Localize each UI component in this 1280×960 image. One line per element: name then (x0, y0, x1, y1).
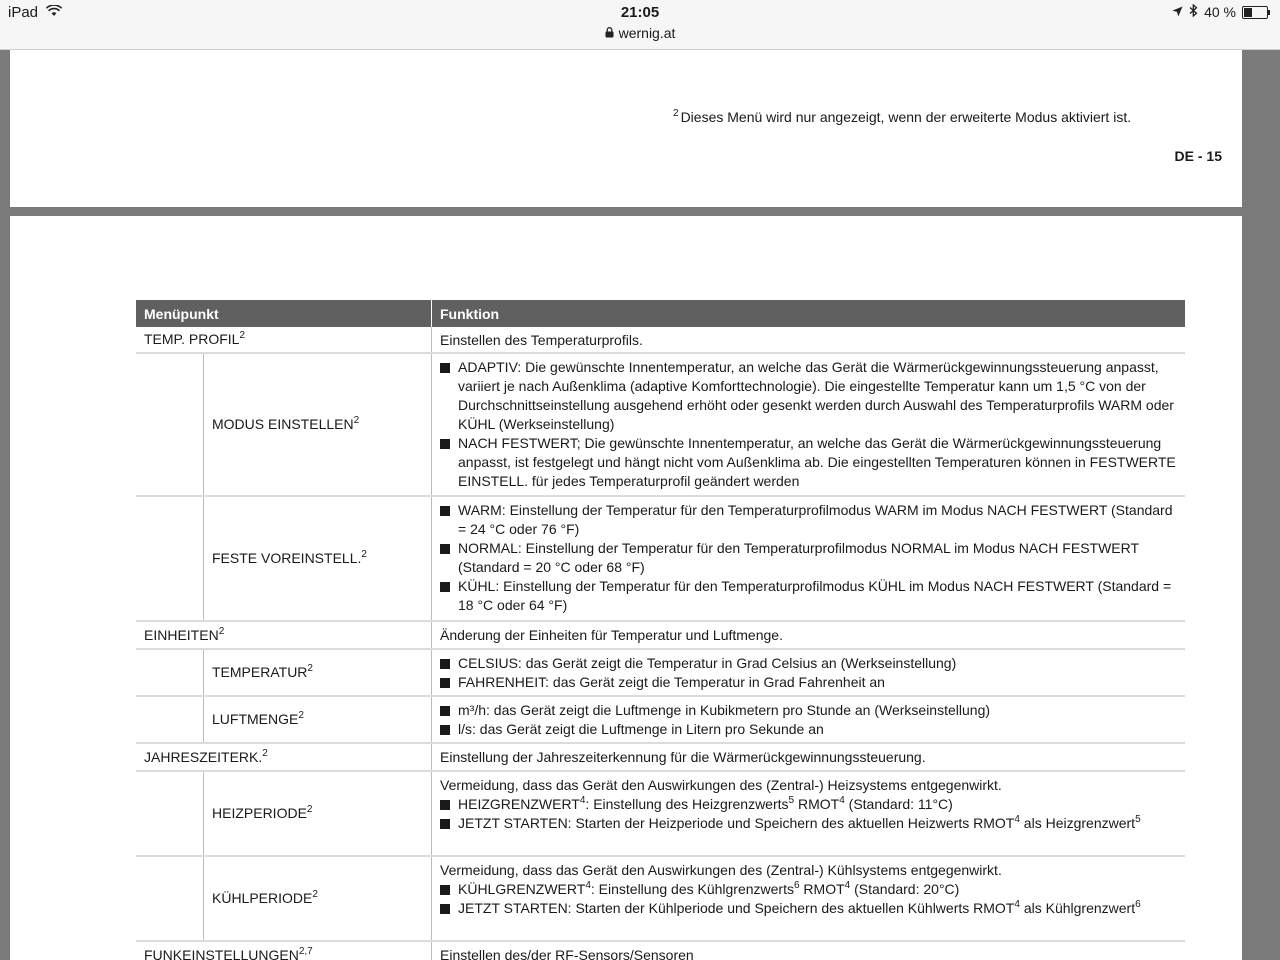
function-line (458, 899, 1177, 918)
indent-cell (136, 697, 204, 742)
footnote-ref: 5 (1135, 814, 1141, 825)
text-run: (Standard: 11°C) (844, 796, 953, 812)
text-run: JETZT STARTEN: Starten der Heizperiode und Speichern des aktuellen Heizwerts RMOT (458, 815, 1015, 831)
menu-item-label (144, 748, 268, 767)
indent-cell (136, 497, 204, 620)
bullet-item (440, 880, 1177, 899)
menu-item-text: LUFTMENGE (212, 711, 299, 727)
function-line (458, 539, 1177, 577)
text-run: l/s: das Gerät zeigt die Luftmenge in Litern pro Sekunde an (458, 721, 824, 737)
submenu-row (136, 354, 1185, 497)
footnote-ref: 4 (585, 880, 591, 891)
text-run: Einstellen des/der RF-Sensors/Sensoren (440, 947, 694, 960)
bullet-item (440, 814, 1177, 833)
function-line (458, 701, 1177, 720)
menu-item-footnote: 2,7 (298, 945, 313, 957)
function-line (440, 748, 1177, 767)
function-cell (432, 650, 1185, 695)
footnote-ref: 4 (844, 880, 851, 891)
footnote-ref: 5 (788, 795, 795, 806)
submenu-row (136, 497, 1185, 622)
menu-cell (136, 744, 432, 770)
bullet-item (440, 654, 1177, 673)
menu-item-label (204, 710, 304, 729)
text-run: HEIZGRENZWERT (458, 796, 580, 812)
menu-cell (136, 650, 432, 695)
text-run: Änderung der Einheiten für Temperatur und Luftmenge. (440, 627, 783, 643)
footnote-ref: 4 (839, 795, 845, 806)
header-menuitem: Menüpunkt (136, 300, 432, 327)
text-run: ADAPTIV: Die gewünschte Innentemperatur, an welche das Gerät die Wärmerückgewinnungssteuerung anpasst, variiert je nach Außenklima (adaptive Komforttechnologie). Die eingestellte Temperatur kann um 1,5 °C von der Durchschnittseinstellung ausgehend erhöht oder gesenkt werden durch Auswahl des Temperaturprofils WARM oder KÜHL (Werkseinstellung) (458, 359, 1174, 432)
text-run: NORMAL: Einstellung der Temperatur für den Temperaturprofilmodus NORMAL im Modus NACH FESTWERT (Standard = 20 °C oder 68 °F) (458, 540, 1139, 575)
text-run: Vermeidung, dass das Gerät den Auswirkungen des (Zentral-) Heizsystems entgegenwirkt. (440, 777, 1002, 793)
function-cell (432, 354, 1185, 495)
menu-item-text: TEMP. PROFIL (144, 331, 240, 347)
menu-row (136, 744, 1185, 772)
footnote (673, 108, 1131, 125)
text-run: : Einstellung des Kühlgrenzwerts (590, 881, 794, 897)
menu-cell (136, 497, 432, 620)
menu-item-footnote: 2 (361, 549, 367, 560)
menu-item-label (204, 549, 367, 568)
menu-item-text: TEMPERATUR (212, 664, 308, 680)
function-text (440, 748, 1177, 767)
current-page (10, 216, 1242, 960)
menu-item-label (144, 626, 224, 645)
bullet-square-icon (440, 904, 450, 914)
lock-icon (605, 25, 614, 41)
bullet-square-icon (440, 800, 450, 810)
indent-cell (136, 772, 204, 855)
text-run: NACH FESTWERT; Die gewünschte Innentemperatur, an welche das Gerät die Wärmerückgewinnungssteuerung anpasst, ist festgelegt und hängt nicht vom Außenklima ab. Die eingestellten Temperaturen können in FESTWERTE EINSTELL. für jedes Temperaturprofil geändert werden (458, 435, 1176, 489)
bullet-square-icon (440, 659, 450, 669)
battery-level-fill (1244, 8, 1252, 17)
bullet-item (440, 501, 1177, 539)
menu-item-text: EINHEITEN (144, 626, 219, 643)
url-text[interactable]: wernig.at (618, 25, 676, 41)
function-line (458, 358, 1177, 434)
function-line (440, 626, 1177, 645)
bluetooth-icon (1189, 4, 1198, 20)
menu-cell (136, 697, 432, 742)
function-line (458, 577, 1177, 615)
footnote-text: Dieses Menü wird nur angezeigt, wenn der erweiterte Modus aktiviert ist. (680, 109, 1132, 125)
bullet-item (440, 358, 1177, 434)
menu-item-footnote: 2 (262, 747, 268, 759)
menu-item-footnote: 2 (306, 804, 313, 815)
indent-cell (136, 857, 204, 940)
bullet-item (440, 539, 1177, 577)
footnote-ref: 6 (793, 880, 800, 891)
menu-row (136, 327, 1185, 354)
menu-table (136, 300, 1185, 960)
menu-item-footnote: 2 (307, 663, 313, 674)
text-run: Einstellen des Temperaturprofils. (440, 332, 643, 348)
function-text (440, 626, 1177, 645)
bullet-square-icon (440, 582, 450, 592)
clock: 21:05 (620, 4, 660, 21)
function-cell (432, 772, 1185, 855)
function-cell (432, 857, 1185, 940)
text-run: : Einstellung des Heizgrenzwerts (585, 796, 789, 812)
status-bar (0, 0, 1280, 50)
address-bar[interactable] (0, 25, 1280, 41)
bullet-square-icon (440, 439, 450, 449)
bullet-square-icon (440, 544, 450, 554)
footnote-ref: 4 (579, 795, 586, 806)
submenu-row (136, 697, 1185, 744)
menu-item-text: FESTE VOREINSTELL. (212, 550, 362, 566)
function-line (458, 434, 1177, 491)
submenu-row (136, 772, 1185, 857)
text-run: FAHRENHEIT: das Gerät zeigt die Temperatur in Grad Fahrenheit an (458, 674, 885, 690)
battery-icon (1242, 6, 1268, 19)
bullet-square-icon (440, 885, 450, 895)
function-text (440, 861, 1177, 880)
header-function: Funktion (440, 306, 500, 322)
table-body (136, 327, 1185, 960)
submenu-row (136, 650, 1185, 697)
menu-cell (136, 327, 432, 352)
status-right (1172, 4, 1268, 20)
text-run: (Standard: 20°C) (850, 881, 960, 897)
footnote-number: 2 (673, 108, 679, 119)
footnote-ref: 4 (1014, 899, 1020, 910)
function-line (440, 861, 1177, 880)
function-cell (432, 942, 1185, 960)
text-run: KÜHL: Einstellung der Temperatur für den Temperaturprofilmodus KÜHL im Modus NACH FESTWERT (Standard = 18 °C oder 64 °F) (458, 578, 1172, 613)
table-header (136, 300, 1185, 327)
function-cell (432, 697, 1185, 742)
bullet-square-icon (440, 819, 450, 829)
bullet-square-icon (440, 678, 450, 688)
text-run: Einstellung der Jahreszeiterkennung für die Wärmerückgewinnungssteuerung. (440, 749, 926, 765)
text-run: als Heizgrenzwert (1019, 815, 1136, 831)
menu-item-text: JAHRESZEITERK. (144, 748, 263, 765)
text-run: KÜHLGRENZWERT (458, 881, 586, 897)
indent-cell (136, 650, 204, 695)
device-name: iPad (8, 4, 39, 21)
menu-item-footnote: 2 (353, 415, 360, 426)
bullet-square-icon (440, 363, 450, 373)
bullet-item (440, 720, 1177, 739)
menu-item-label (204, 663, 313, 682)
footnote-ref: 4 (1014, 814, 1020, 825)
menu-item-footnote: 2 (298, 710, 304, 721)
function-line (458, 654, 1177, 673)
indent-cell (136, 354, 204, 495)
function-line (458, 814, 1177, 833)
bullet-square-icon (440, 725, 450, 735)
function-line (458, 673, 1177, 692)
bullet-square-icon (440, 706, 450, 716)
function-cell (432, 622, 1185, 648)
function-text (440, 946, 1177, 960)
menu-cell (136, 622, 432, 648)
function-line (458, 880, 1177, 899)
function-cell (432, 497, 1185, 620)
function-cell (432, 327, 1185, 352)
menu-item-text: FUNKEINSTELLUNGEN (144, 946, 299, 960)
menu-item-text: MODUS EINSTELLEN (212, 416, 354, 432)
text-run: RMOT (794, 796, 840, 812)
menu-item-label (204, 804, 312, 823)
menu-cell (136, 942, 432, 960)
menu-item-footnote: 2 (312, 889, 318, 900)
battery-percent: 40 % (1204, 4, 1236, 20)
bullet-item (440, 899, 1177, 918)
function-text (440, 776, 1177, 795)
bullet-item (440, 701, 1177, 720)
function-cell (432, 744, 1185, 770)
text-run: RMOT (799, 881, 845, 897)
function-line (440, 776, 1177, 795)
function-line (458, 720, 1177, 739)
text-run: als Kühlgrenzwert (1019, 900, 1136, 916)
menu-item-label (204, 889, 318, 908)
menu-item-text: HEIZPERIODE (212, 805, 307, 821)
menu-row (136, 942, 1185, 960)
bullet-item (440, 673, 1177, 692)
footnote-ref: 6 (1135, 899, 1141, 910)
submenu-row (136, 857, 1185, 942)
menu-item-footnote: 2 (218, 625, 225, 637)
menu-item-label (144, 946, 313, 960)
text-run: CELSIUS: das Gerät zeigt die Temperatur in Grad Celsius an (Werkseinstellung) (458, 655, 957, 671)
text-run: Vermeidung, dass das Gerät den Auswirkungen des (Zentral-) Kühlsystems entgegenwirkt. (440, 862, 1002, 878)
menu-cell (136, 354, 432, 495)
bullet-item (440, 434, 1177, 491)
text-run: m³/h: das Gerät zeigt die Luftmenge in Kubikmetern pro Stunde an (Werkseinstellung) (458, 702, 991, 718)
function-line (440, 331, 1177, 350)
text-run: WARM: Einstellung der Temperatur für den Temperaturprofilmodus WARM im Modus NACH FESTWERT (Standard = 24 °C oder 76 °F) (458, 502, 1173, 537)
menu-row (136, 622, 1185, 650)
menu-item-label (144, 330, 245, 349)
menu-cell (136, 857, 432, 940)
function-line (458, 795, 1177, 814)
function-line (458, 501, 1177, 539)
menu-item-label (204, 415, 359, 434)
bullet-item (440, 577, 1177, 615)
previous-page (10, 50, 1242, 207)
page-number: DE - 15 (1174, 148, 1222, 164)
menu-item-footnote: 2 (239, 330, 245, 341)
bullet-item (440, 795, 1177, 814)
function-text (440, 331, 1177, 350)
menu-item-text: KÜHLPERIODE (212, 890, 313, 906)
text-run: JETZT STARTEN: Starten der Kühlperiode und Speichern des aktuellen Kühlwerts RMOT (458, 900, 1015, 916)
location-arrow-icon (1172, 4, 1183, 20)
bullet-square-icon (440, 506, 450, 516)
menu-cell (136, 772, 432, 855)
function-line (440, 946, 1177, 960)
